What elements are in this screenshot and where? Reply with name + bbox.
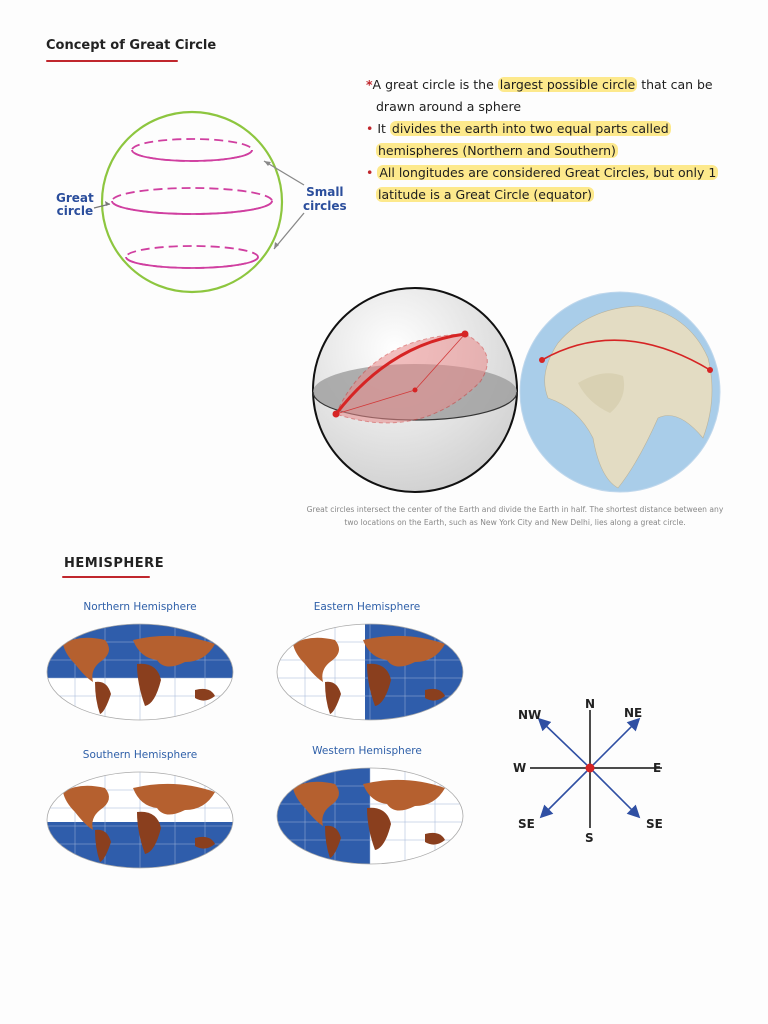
note-3-line2-text: latitude is a Great Circle (equator) [378, 187, 593, 202]
label-southern-hemisphere: Southern Hemisphere [82, 749, 198, 761]
note-2-line2 [366, 140, 736, 162]
compass-label-s: S [585, 831, 594, 845]
compass-label-ne: NE [624, 706, 643, 720]
label-small-line2: circles [303, 199, 347, 213]
note-1-pre: A great circle is the [372, 77, 498, 92]
section-title-hemisphere: HEMISPHERE [64, 556, 165, 571]
hemisphere-underline [62, 576, 150, 578]
arrow-sw-icon [542, 768, 590, 816]
note-2 [366, 118, 736, 140]
note-1-post: that can be [637, 77, 713, 92]
arrow-se-icon [590, 768, 638, 816]
map-western-hemisphere [275, 766, 465, 866]
compass-center-dot [586, 764, 595, 773]
label-great-line1: Great [56, 191, 94, 205]
caption-line2: two locations on the Earth, such as New York City and New Delhi, lies along a great circle. [344, 518, 686, 527]
compass-label-nw: NW [518, 708, 542, 722]
compass-label-sw: SE [518, 817, 535, 831]
bullet-icon: • [366, 165, 374, 180]
note-2-line2-text: hemispheres (Northern and Southern) [378, 143, 616, 158]
label-eastern-hemisphere: Eastern Hemisphere [313, 601, 421, 613]
great-circle-3d-sphere [310, 282, 522, 497]
figure-caption [300, 503, 730, 529]
note-3-highlight: All longitudes are considered Great Circles, but only 1 [379, 165, 717, 180]
notes-block [366, 74, 736, 206]
note-1-highlight: largest possible circle [499, 77, 636, 92]
section-title-great-circle: Concept of Great Circle [46, 38, 217, 53]
note-1 [366, 74, 736, 96]
title-underline [46, 60, 178, 62]
compass-label-n: N [585, 697, 596, 711]
compass-label-se: SE [646, 817, 663, 831]
compass-label-e: E [653, 761, 662, 775]
caption-line1: Great circles intersect the center of the Earth and divide the Earth in half. The shortest distance between any [306, 505, 724, 514]
arrow-nw-icon [540, 720, 590, 768]
label-small-line1: Small [306, 185, 344, 199]
compass-label-w: W [513, 761, 527, 775]
asterisk-icon: * [366, 77, 373, 92]
note-2-pre: It [377, 121, 390, 136]
note-2-highlight: divides the earth into two equal parts called [391, 121, 669, 136]
label-western-hemisphere: Western Hemisphere [312, 745, 422, 757]
label-northern-hemisphere: Northern Hemisphere [83, 601, 197, 613]
label-great-line2: circle [56, 204, 94, 218]
map-southern-hemisphere [45, 770, 235, 870]
map-northern-hemisphere [45, 622, 235, 722]
note-1-line2: drawn around a sphere [376, 99, 522, 114]
arrow-ne-icon [590, 720, 638, 768]
bullet-icon: • [366, 121, 374, 136]
label-small-circles [303, 185, 347, 213]
note-3 [366, 162, 736, 184]
map-eastern-hemisphere [275, 622, 465, 722]
note-3-line2 [366, 184, 736, 206]
label-great-circle [56, 192, 94, 218]
earth-globe-route [518, 288, 723, 496]
